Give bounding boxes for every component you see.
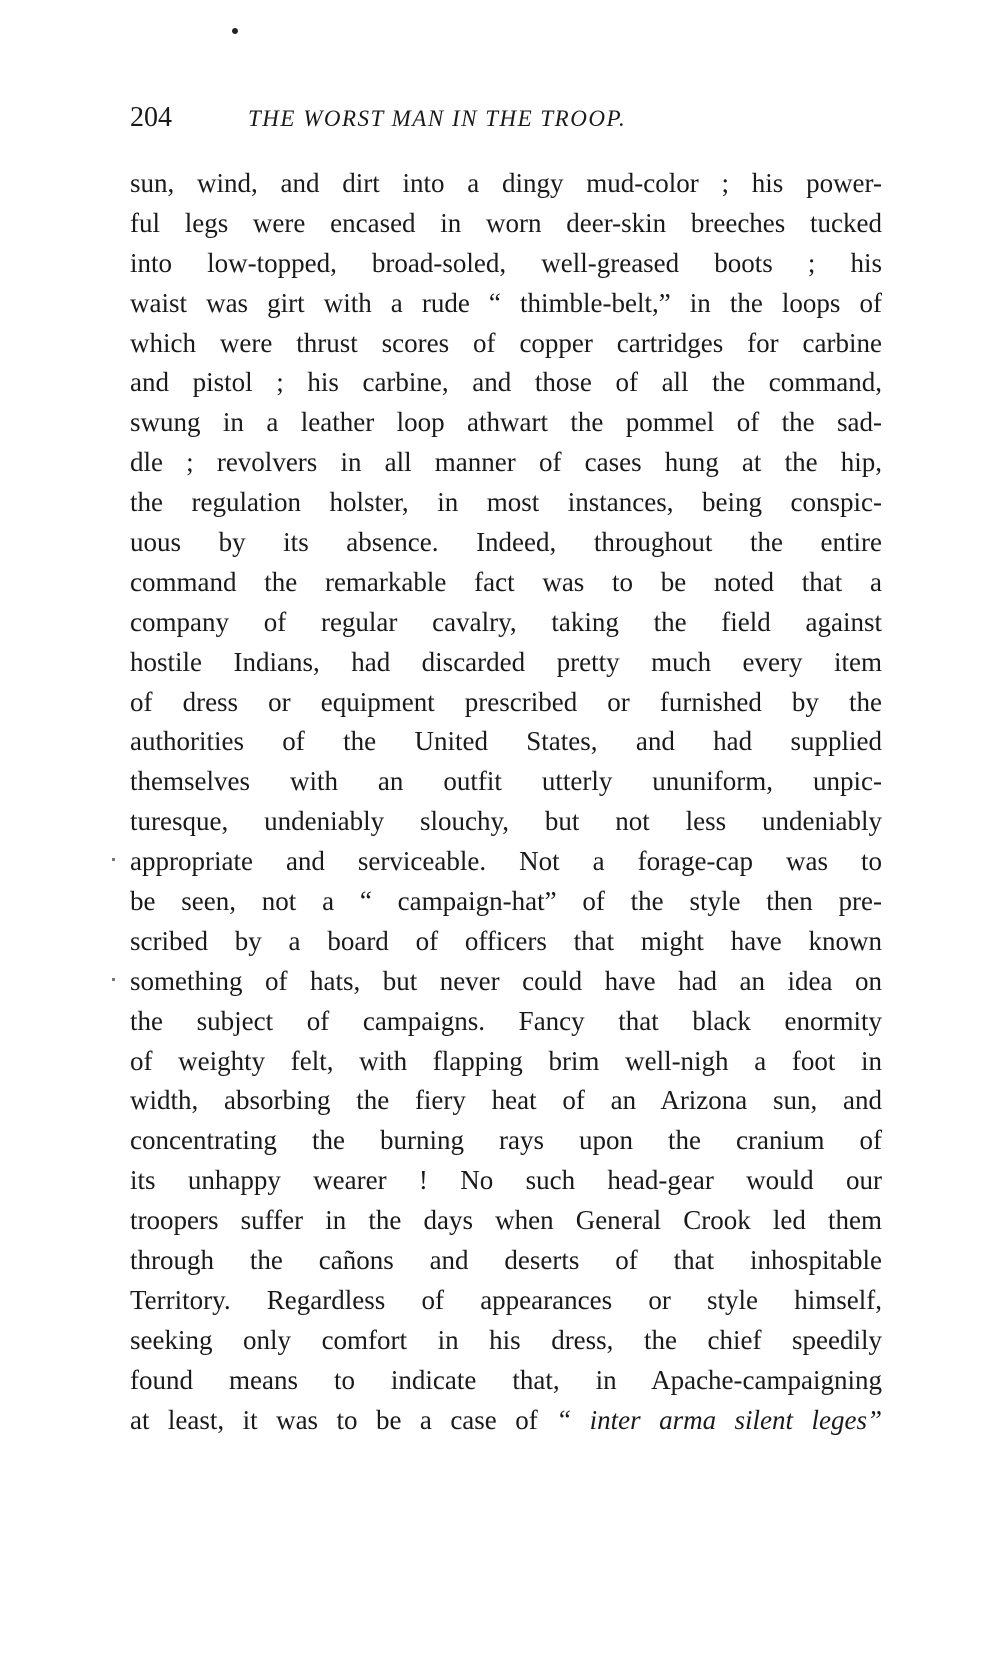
text-line: which were thrust scores of copper cartridges for carbine — [130, 327, 882, 358]
text-line: Territory. Regardless of appearances or style himself, — [130, 1284, 882, 1315]
text-line: authorities of the United States, and had supplied — [130, 726, 882, 757]
page-body-text — [130, 164, 882, 1441]
text-line: dle ; revolvers in all manner of cases hung at the hip, — [130, 447, 882, 478]
text-line: sun, wind, and dirt into a dingy mud-color ; his power- — [130, 168, 882, 198]
text-line: through the cañons and deserts of that inhospitable — [130, 1245, 882, 1276]
text-line: ful legs were encased in worn deer-skin breeches tucked — [130, 207, 882, 238]
text-line: swung in a leather loop athwart the pommel of the sad- — [130, 407, 882, 438]
text-line: troopers suffer in the days when General Crook led them — [130, 1205, 882, 1236]
text-line: of dress or equipment prescribed or furnished by the — [130, 686, 882, 717]
text-line: seeking only comfort in his dress, the chief speedily — [130, 1324, 882, 1355]
text-line: uous by its absence. Indeed, throughout the entire — [130, 527, 882, 558]
text-line: its unhappy wearer ! No such head-gear would our — [130, 1165, 882, 1196]
text-line: into low-topped, broad-soled, well-greased boots ; his — [130, 247, 882, 278]
page-number: 204 — [130, 102, 172, 133]
ink-speck — [232, 28, 238, 34]
text-line: found means to indicate that, in Apache-campaigning — [130, 1364, 882, 1395]
text-line: company of regular cavalry, taking the field against — [130, 606, 882, 637]
text-line: of weighty felt, with flapping brim well-nigh a foot in — [130, 1045, 882, 1076]
text-line: scribed by a board of officers that might have known — [130, 925, 882, 956]
text-line: width, absorbing the fiery heat of an Arizona sun, and — [130, 1085, 882, 1116]
text-line: and pistol ; his carbine, and those of all the command, — [130, 367, 882, 398]
text-line: the subject of campaigns. Fancy that black enormity — [130, 1005, 882, 1036]
margin-mark — [112, 858, 115, 861]
text-line: waist was girt with a rude “ thimble-belt,” in the loops of — [130, 287, 882, 318]
text-line: hostile Indians, had discarded pretty much every item — [130, 646, 882, 677]
text-line: something of hats, but never could have had an idea on — [130, 965, 882, 996]
text-line: themselves with an outfit utterly ununiform, unpic- — [130, 766, 882, 797]
text-line: command the remarkable fact was to be noted that a — [130, 566, 882, 597]
text-line: appropriate and serviceable. Not a forage-cap was to — [130, 846, 882, 877]
text-line: at least, it was to be a case of “ inter arma silent leges” — [130, 1404, 882, 1435]
running-header — [130, 102, 770, 142]
margin-mark — [112, 978, 115, 981]
running-title: THE WORST MAN IN THE TROOP. — [248, 106, 627, 131]
text-line: the regulation holster, in most instances, being conspic- — [130, 487, 882, 518]
text-line: be seen, not a “ campaign-hat” of the style then pre- — [130, 886, 882, 917]
text-line: concentrating the burning rays upon the cranium of — [130, 1125, 882, 1156]
text-line: turesque, undeniably slouchy, but not less undeniably — [130, 806, 882, 837]
latin-phrase: “ inter arma silent leges” — [556, 1404, 882, 1435]
